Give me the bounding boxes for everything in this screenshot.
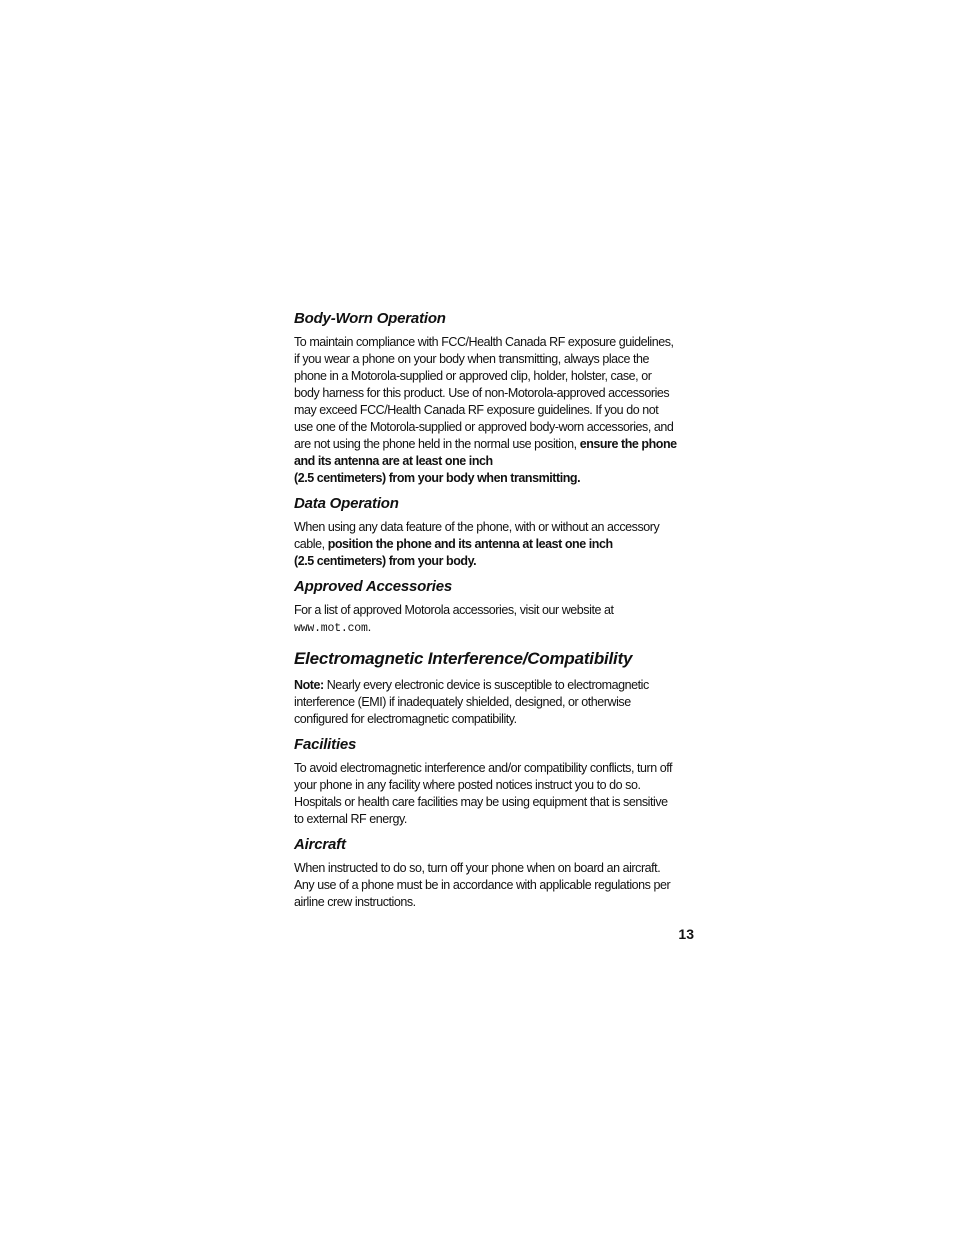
heading-data-operation: Data Operation [294, 495, 399, 512]
note-text: Nearly every electronic device is susceptible to electromagnetic interference (EMI) if inadequately shielded, designed, or otherwise configured for electromagnetic compatibility. [294, 678, 649, 726]
body-worn-bold-line1: ensure the phone and its antenna are at least one inch [294, 437, 677, 468]
heading-emi: Electromagnetic Interference/Compatibility [294, 649, 633, 668]
body-worn-bold-line2: (2.5 centimeters) from your body when transmitting. [294, 471, 581, 485]
paragraph-approved-accessories [294, 602, 679, 637]
approved-accessories-text: For a list of approved Motorola accessories, visit our website at [294, 603, 614, 617]
heading-approved-accessories: Approved Accessories [294, 578, 453, 595]
heading-facilities: Facilities [294, 736, 357, 753]
data-operation-bold-line2: (2.5 centimeters) from your body. [294, 554, 477, 568]
paragraph-facilities: To avoid electromagnetic interference and/or compatibility conflicts, turn off your phone in any facility where posted notices instruct you to do so. Hospitals or health care facilities may be using equipment that is sensitive to external RF energy. [294, 761, 673, 826]
section-body-worn-operation [294, 309, 679, 487]
data-operation-bold-line1: position the phone and its antenna at least one inch [327, 537, 613, 551]
page-number: 13 [678, 926, 694, 942]
section-facilities [294, 735, 679, 828]
paragraph-aircraft: When instructed to do so, turn off your phone when on board an aircraft. Any use of a phone must be in accordance with applicable regulations per airline crew instructions. [294, 861, 671, 909]
heading-body-worn-operation: Body-Worn Operation [294, 310, 446, 327]
note-label: Note: [294, 678, 324, 692]
data-operation-text: When using any data feature of the phone, with or without an accessory cable, [294, 520, 660, 551]
website-link[interactable]: www.mot.com [294, 622, 368, 635]
document-page [294, 309, 679, 911]
heading-aircraft: Aircraft [294, 836, 346, 853]
paragraph-data-operation [294, 519, 679, 570]
section-emi [294, 647, 679, 728]
paragraph-body-worn-operation [294, 334, 679, 487]
section-aircraft [294, 835, 679, 911]
section-data-operation [294, 494, 679, 570]
paragraph-emi-note [294, 677, 679, 728]
body-worn-text: To maintain compliance with FCC/Health Canada RF exposure guidelines, if you wear a phone on your body when transmitting, always place the phone in a Motorola-supplied or approved clip, holder, holster, case, or body harness for this product. Use of non-Motorola-approved accessories may exceed FCC/Health Canada RF exposure guidelines. If you do not use one of the Motorola-supplied or approved body-worn accessories, and are not using the phone held in the normal use position, [294, 335, 674, 451]
url-period: . [367, 620, 371, 634]
section-approved-accessories [294, 577, 679, 637]
